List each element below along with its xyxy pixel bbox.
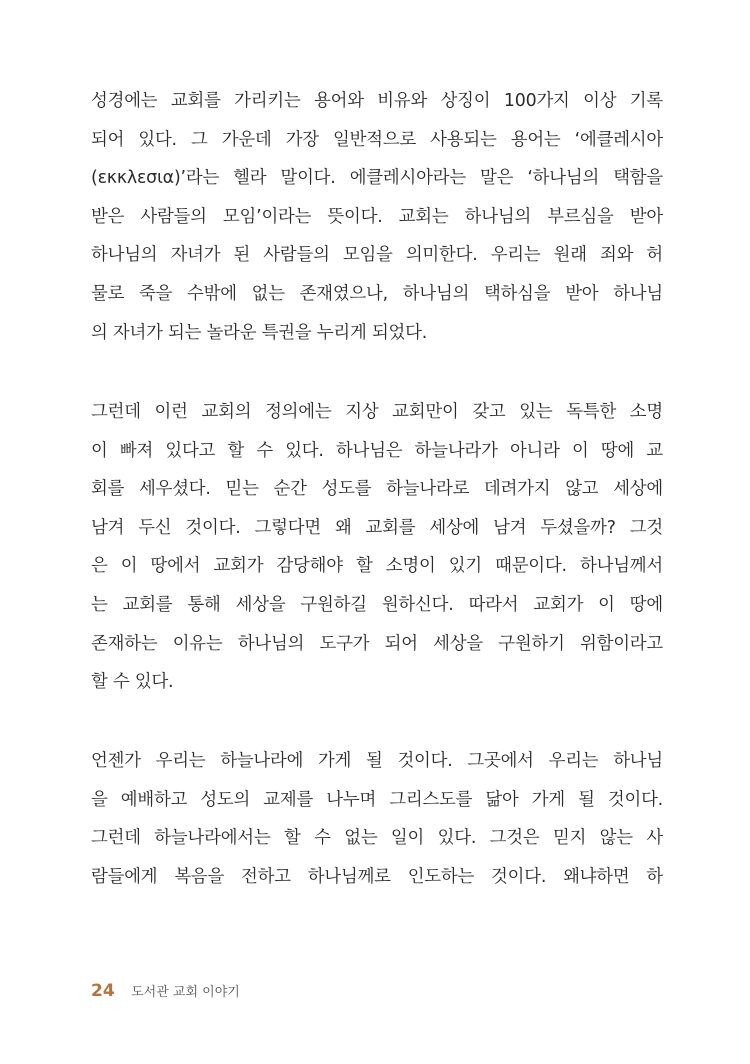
text-line: 되어 있다. 그 가운데 가장 일반적으로 사용되는 용어는 ‘에클레시아 [91,129,663,150]
text-line: 남겨 두신 것이다. 그렇다면 왜 교회를 세상에 남겨 두셨을까? 그것 [91,517,663,538]
running-title: 도서관 교회 이야기 [131,985,240,1000]
text-line: 그런데 이런 교회의 정의에는 지상 교회만이 갖고 있는 독특한 소명 [91,402,663,422]
text-line: 언젠가 우리는 하늘나라에 가게 될 것이다. 그곳에서 우리는 하나님 [91,751,663,771]
text-line: 의 자녀가 되는 놀라운 특권을 누리게 되었다. [91,322,428,343]
text-line: 은 이 땅에서 교회가 감당해야 할 소명이 있기 때문이다. 하나님께서 [91,556,663,577]
text-line: 할 수 있다. [91,672,174,693]
page-footer [91,979,240,1005]
text-line: 람들에게 복음을 전하고 하나님께로 인도하는 것이다. 왜냐하면 하 [91,866,663,887]
text-line: 성경에는 교회를 가리키는 용어와 비유와 상징이 100가지 이상 기록 [91,91,663,111]
body-paragraph-1 [91,82,663,352]
text-line: 받은 사람들의 모임’이라는 뜻이다. 교회는 하나님의 부르심을 받아 [91,206,663,227]
text-line: 그런데 하늘나라에서는 할 수 없는 일이 있다. 그것은 믿지 않는 사 [91,828,663,849]
text-line: 이 빠져 있다고 할 수 있다. 하나님은 하늘나라가 아니라 이 땅에 교 [91,440,663,461]
text-line: 물로 죽을 수밖에 없는 존재였으나, 하나님의 택하심을 받아 하나님 [91,283,663,304]
text-line: (εκκλεσια)’라는 헬라 말이다. 에클레시아라는 말은 ‘하나님의 택함을 [91,168,663,189]
text-line: 는 교회를 통해 세상을 구원하길 원하신다. 따라서 교회가 이 땅에 [91,594,663,615]
text-line: 존재하는 이유는 하나님의 도구가 되어 세상을 구원하기 위함이라고 [91,633,663,654]
text-line: 을 예배하고 성도의 교제를 나누며 그리스도를 닮아 가게 될 것이다. [91,789,663,810]
text-line: 하나님의 자녀가 된 사람들의 모임을 의미한다. 우리는 원래 죄와 허 [91,245,663,266]
body-paragraph-2 [91,393,663,702]
text-line: 회를 세우셨다. 믿는 순간 성도를 하늘나라로 데려가지 않고 세상에 [91,479,663,500]
page-number: 24 [91,981,115,1001]
body-paragraph-3 [91,742,663,896]
